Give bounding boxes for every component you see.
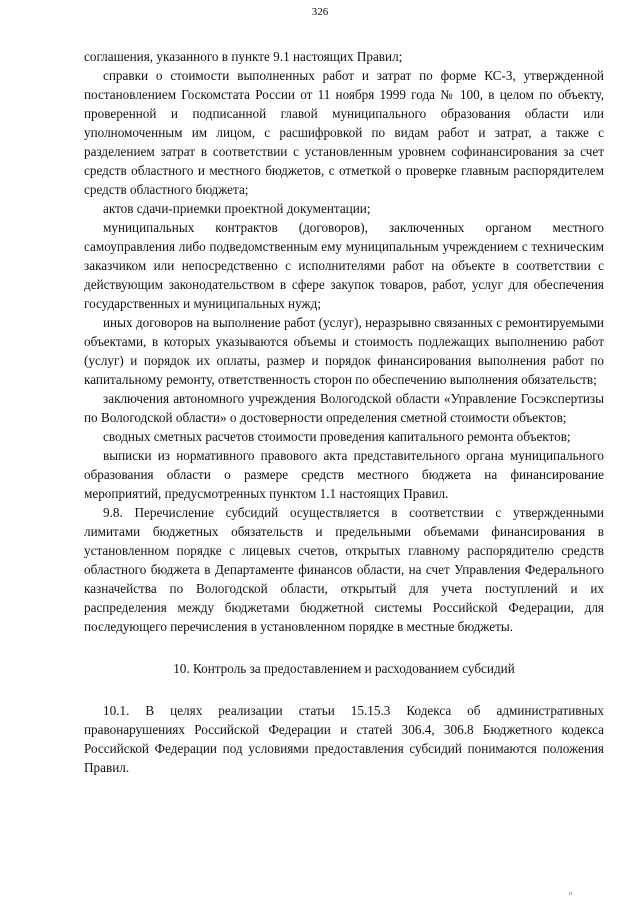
paragraph: сводных сметных расчетов стоимости проведения капитального ремонта объектов;	[103, 429, 571, 444]
corner-mark: n	[569, 891, 572, 897]
section-heading: 10. Контроль за предоставлением и расходованием субсидий	[173, 661, 515, 676]
document-body	[84, 47, 604, 777]
paragraph: справки о стоимости выполненных работ и затрат по форме КС-3, утвержденной постановлением Госкомстата России от 11 ноября 1999 года № 100, в целом по объекту, проверенной и подписанной главой муниципального образования области или уполномоченным им лицом, с расшифровкой по видам работ и затрат, а также с разделением затрат в соответствии с установленным уровнем софинансирования за счет средств областного и местного бюджетов, с отметкой о проверке главным распорядителем средств областного бюджета;	[84, 68, 604, 197]
paragraph: актов сдачи-приемки проектной документации;	[103, 201, 371, 216]
paragraph: 9.8. Перечисление субсидий осуществляется в соответствии с утвержденными лимитами бюджетных обязательств и предельными объемами финансирования в установленном порядке с лицевых счетов, открытых главному распорядителю средств областного бюджета в Департаменте финансов области, на счет Управления Федерального казначейства по Вологодской области, открытый для учета поступлений и их распределения между бюджетами бюджетной системы Российской Федерации, для последующего перечисления в установленном порядке в местные бюджеты.	[84, 505, 604, 634]
paragraph: муниципальных контрактов (договоров), заключенных органом местного самоуправления либо подведомственным ему муниципальным учреждением с техническим заказчиком или непосредственно с исполнителями работ на объекте в соответствии с действующим законодательством в сфере закупок товаров, работ, услуг для обеспечения государственных и муниципальных нужд;	[84, 220, 604, 311]
paragraph: иных договоров на выполнение работ (услуг), неразрывно связанных с ремонтируемыми объектами, в которых указываются объемы и стоимость подлежащих выполнению работ (услуг) и порядок их оплаты, размер и порядок финансирования выполнения работ по капитальному ремонту, ответственность сторон по обеспечению выполнения обязательств;	[84, 315, 604, 387]
paragraph: соглашения, указанного в пункте 9.1 настоящих Правил;	[84, 49, 403, 64]
page-number: 326	[311, 6, 329, 18]
paragraph: 10.1. В целях реализации статьи 15.15.3 Кодекса об административных правонарушениях Российской Федерации и статей 306.4, 306.8 Бюджетного кодекса Российской Федерации под условиями предоставления субсидий понимаются положения Правил.	[84, 703, 604, 775]
paragraph: заключения автономного учреждения Вологодской области «Управление Госэкспертизы по Вологодской области» о достоверности определения сметной стоимости объектов;	[84, 391, 604, 425]
paragraph: выписки из нормативного правового акта представительного органа муниципального образования области о размере средств местного бюджета на финансирование мероприятий, предусмотренных пунктом 1.1 настоящих Правил.	[84, 448, 604, 501]
